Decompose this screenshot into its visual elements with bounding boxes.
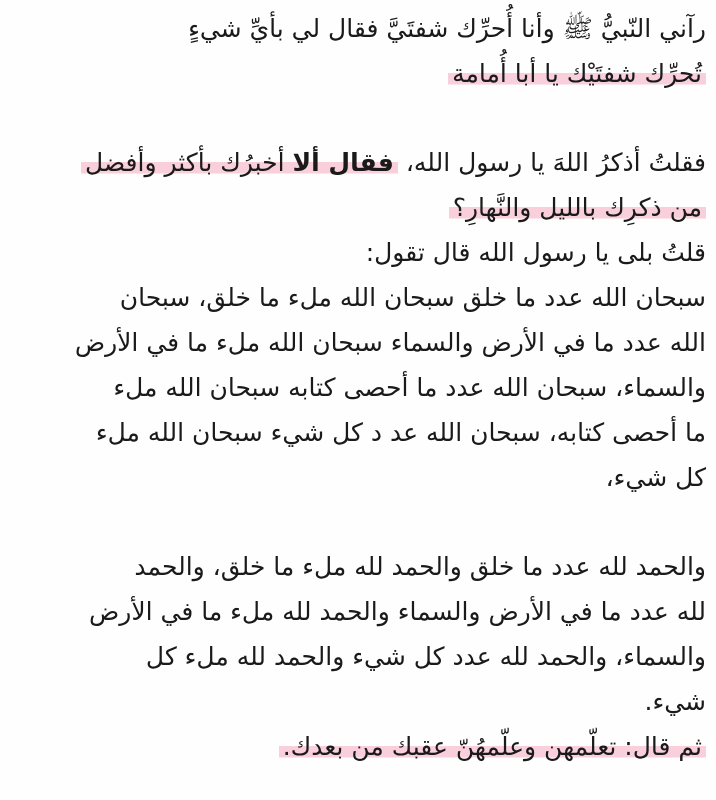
- highlighted-text: [81, 148, 398, 177]
- text-line: [6, 185, 706, 230]
- text-line: [6, 275, 706, 320]
- hadith-text: [6, 6, 706, 769]
- text-line: [6, 544, 706, 589]
- paragraph-gap: [6, 96, 706, 140]
- paragraph3-line3: والسماء، والحمد لله عدد كل شيء والحمد لله ملء كل: [145, 642, 706, 671]
- paragraph1-line1: رآني النّبيُّ ﷺ وأنا أُحرِّك شفتَيَّ فقال لي بأيِّ شيءٍ: [188, 14, 706, 43]
- paragraph2-line6: والسماء، سبحان الله عدد ما أحصى كتابه سبحان الله ملء: [113, 373, 706, 402]
- paragraph2-line1-highlight: أخبرُك بأكثر وأفضل: [84, 148, 285, 177]
- paragraph2-line1-plain: فقلتُ أذكرُ اللهَ يا رسول الله،: [405, 148, 706, 177]
- paragraph2-line8: كل شيء،: [605, 463, 706, 492]
- paragraph2-line3: قلتُ بلى يا رسول الله قال تقول:: [365, 238, 706, 267]
- text-line: [6, 634, 706, 679]
- highlighted-text: ثم قال: تعلّمهن وعلّمهُنّ عقبك من بعدك.: [279, 732, 706, 761]
- text-line: [6, 6, 706, 51]
- text-line: [6, 455, 706, 500]
- text-line: [6, 679, 706, 724]
- text-line: [6, 230, 706, 275]
- paragraph3-line1: والحمد لله عدد ما خلق والحمد لله ملء ما خلق، والحمد: [134, 552, 706, 581]
- text-line: [6, 724, 706, 769]
- paragraph2-line7: ما أحصى كتابه، سبحان الله عد د كل شيء سبحان الله ملء: [95, 418, 706, 447]
- text-line: [6, 140, 706, 185]
- text-line: [6, 320, 706, 365]
- paragraph2-line5: الله عدد ما في الأرض والسماء سبحان الله ملء ما في الأرض: [74, 328, 706, 357]
- paragraph3-line2: لله عدد ما في الأرض والسماء والحمد لله ملء ما في الأرض: [89, 597, 706, 626]
- text-line: [6, 589, 706, 634]
- paragraph3-line4: شيء.: [644, 687, 706, 716]
- paragraph-gap: [6, 500, 706, 544]
- text-line: [6, 410, 706, 455]
- paragraph2-line4: سبحان الله عدد ما خلق سبحان الله ملء ما خلق، سبحان: [119, 283, 706, 312]
- text-line: [6, 51, 706, 96]
- bold-text: فقال ألا: [292, 148, 394, 177]
- highlighted-text: من ذكرِك بالليل والنَّهارِ؟: [449, 193, 706, 222]
- highlighted-text: تُحرِّك شفتَيْك يا أبا أُمامة: [448, 59, 706, 88]
- text-line: [6, 365, 706, 410]
